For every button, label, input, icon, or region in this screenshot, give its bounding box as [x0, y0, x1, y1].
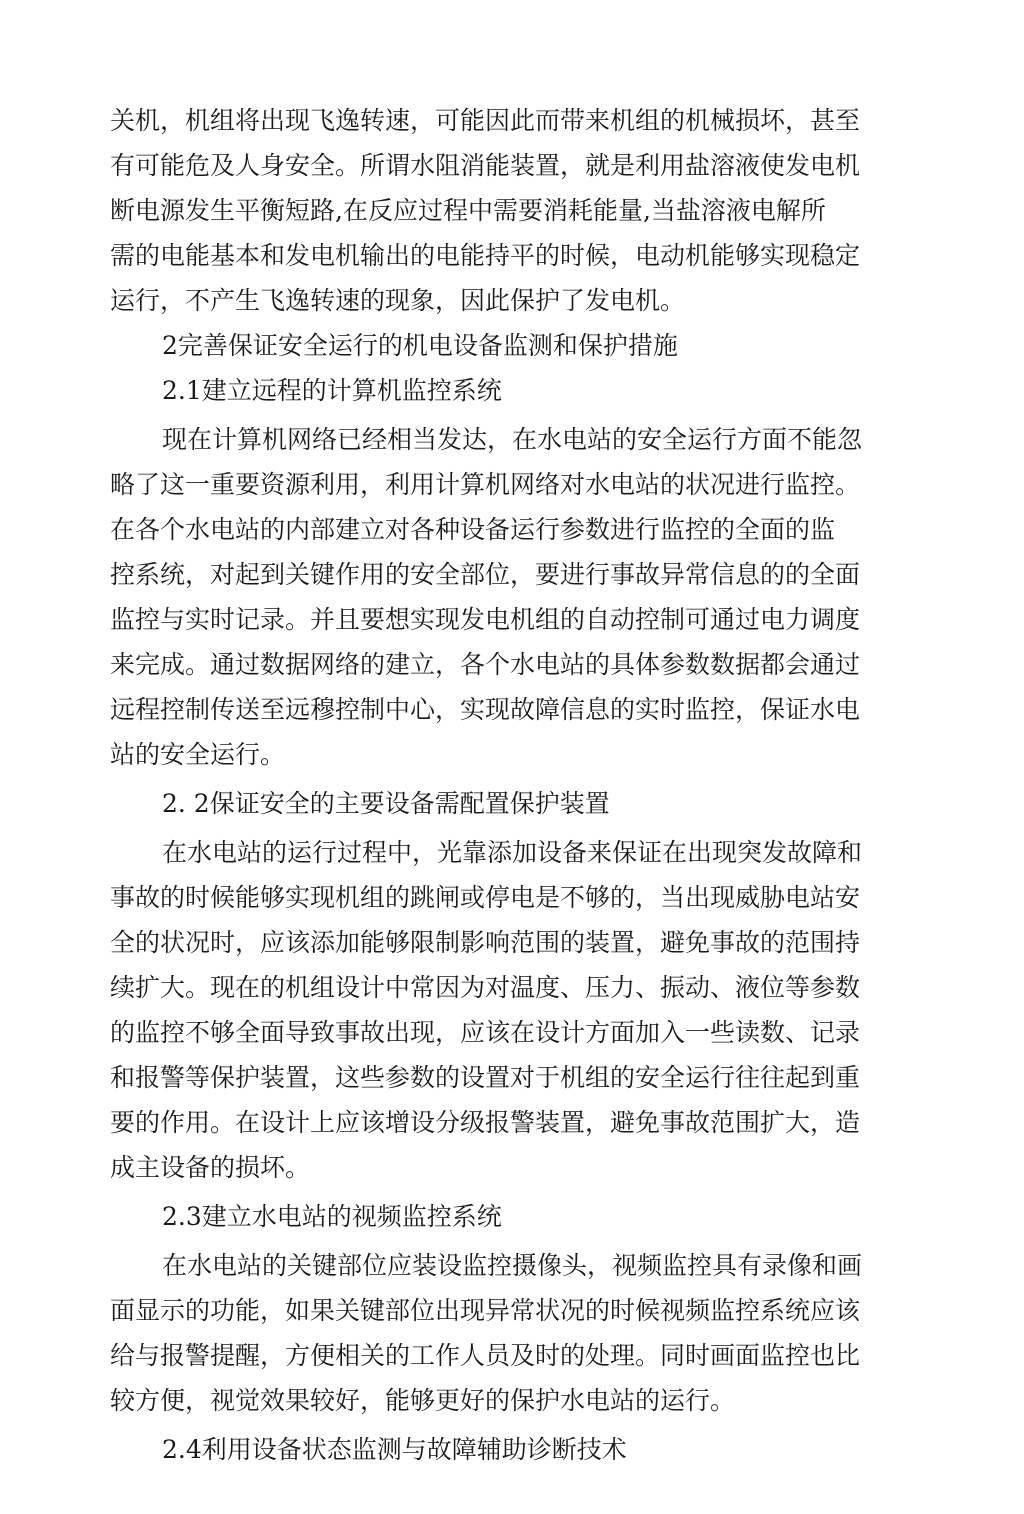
- text-line: 在各个水电站的内部建立对各种设备运行参数进行监控的全面的监: [110, 515, 836, 544]
- text-line: 全的状况时，应该添加能够限制影响范围的装置，避免事故的范围持: [110, 928, 861, 957]
- paragraph-video-monitoring: [110, 1243, 886, 1423]
- text-line: 较方便，视觉效果较好，能够更好的保护水电站的运行。: [110, 1386, 736, 1415]
- section-heading-2-4: 2.4利用设备状态监测与故障辅助诊断技术: [162, 1435, 627, 1464]
- text-line: 需的电能基本和发电机输出的电能持平的时候，电动机能够实现稳定: [110, 241, 861, 270]
- text-line: 面显示的功能，如果关键部位出现异常状况的时候视频监控系统应该: [110, 1296, 861, 1325]
- section-heading-2: 2完善保证安全运行的机电设备监测和保护措施: [162, 331, 678, 360]
- section-heading-2-3: 2.3建立水电站的视频监控系统: [162, 1202, 502, 1231]
- section-heading-2-1: 2.1建立远程的计算机监控系统: [162, 376, 502, 405]
- text-line: 在水电站的运行过程中，光靠添加设备来保证在出现突发故障和: [162, 838, 863, 867]
- text-line: 控系统，对起到关键作用的安全部位，要进行事故异常信息的的全面: [110, 560, 861, 589]
- text-line: 站的安全运行。: [110, 740, 286, 769]
- text-line: 要的作用。在设计上应该增设分级报警装置，避免事故范围扩大，造: [110, 1108, 861, 1137]
- text-line: 续扩大。现在的机组设计中常因为对温度、压力、振动、液位等参数: [110, 973, 861, 1002]
- text-line: 在水电站的关键部位应装设监控摄像头，视频监控具有录像和画: [162, 1251, 863, 1280]
- text-line: 给与报警提醒，方便相关的工作人员及时的处理。同时画面监控也比: [110, 1341, 861, 1370]
- text-line: 略了这一重要资源利用，利用计算机网络对水电站的状况进行监控。: [110, 470, 861, 499]
- text-line: 运行，不产生飞逸转速的现象，因此保护了发电机。: [110, 286, 686, 315]
- text-line: 的监控不够全面导致事故出现，应该在设计方面加入一些读数、记录: [110, 1018, 861, 1047]
- text-line: 有可能危及人身安全。所谓水阻消能装置，就是利用盐溶液使发电机: [110, 151, 861, 180]
- text-line: 远程控制传送至远穆控制中心，实现故障信息的实时监控，保证水电: [110, 695, 861, 724]
- text-line: 来完成。通过数据网络的建立，各个水电站的具体参数数据都会通过: [110, 650, 861, 679]
- text-line: 关机，机组将出现飞逸转速，可能因此而带来机组的机械损坏，甚至: [110, 106, 861, 135]
- text-line: 事故的时候能够实现机组的跳闸或停电是不够的，当出现威胁电站安: [110, 883, 861, 912]
- paragraph-flyaway-protection: [110, 98, 886, 323]
- section-heading-2-2: 2. 2保证安全的主要设备需配置保护装置: [162, 789, 610, 818]
- text-line: 断电源发生平衡短路,在反应过程中需要消耗能量,当盐溶液电解所: [110, 196, 826, 225]
- paragraph-remote-monitoring: [110, 417, 886, 777]
- text-line: 监控与实时记录。并且要想实现发电机组的自动控制可通过电力调度: [110, 605, 861, 634]
- text-line: 和报警等保护装置，这些参数的设置对于机组的安全运行往往起到重: [110, 1063, 861, 1092]
- paragraph-protection-devices: [110, 830, 886, 1190]
- text-line: 成主设备的损坏。: [110, 1153, 311, 1182]
- text-line: 现在计算机网络已经相当发达，在水电站的安全运行方面不能忽: [162, 425, 863, 454]
